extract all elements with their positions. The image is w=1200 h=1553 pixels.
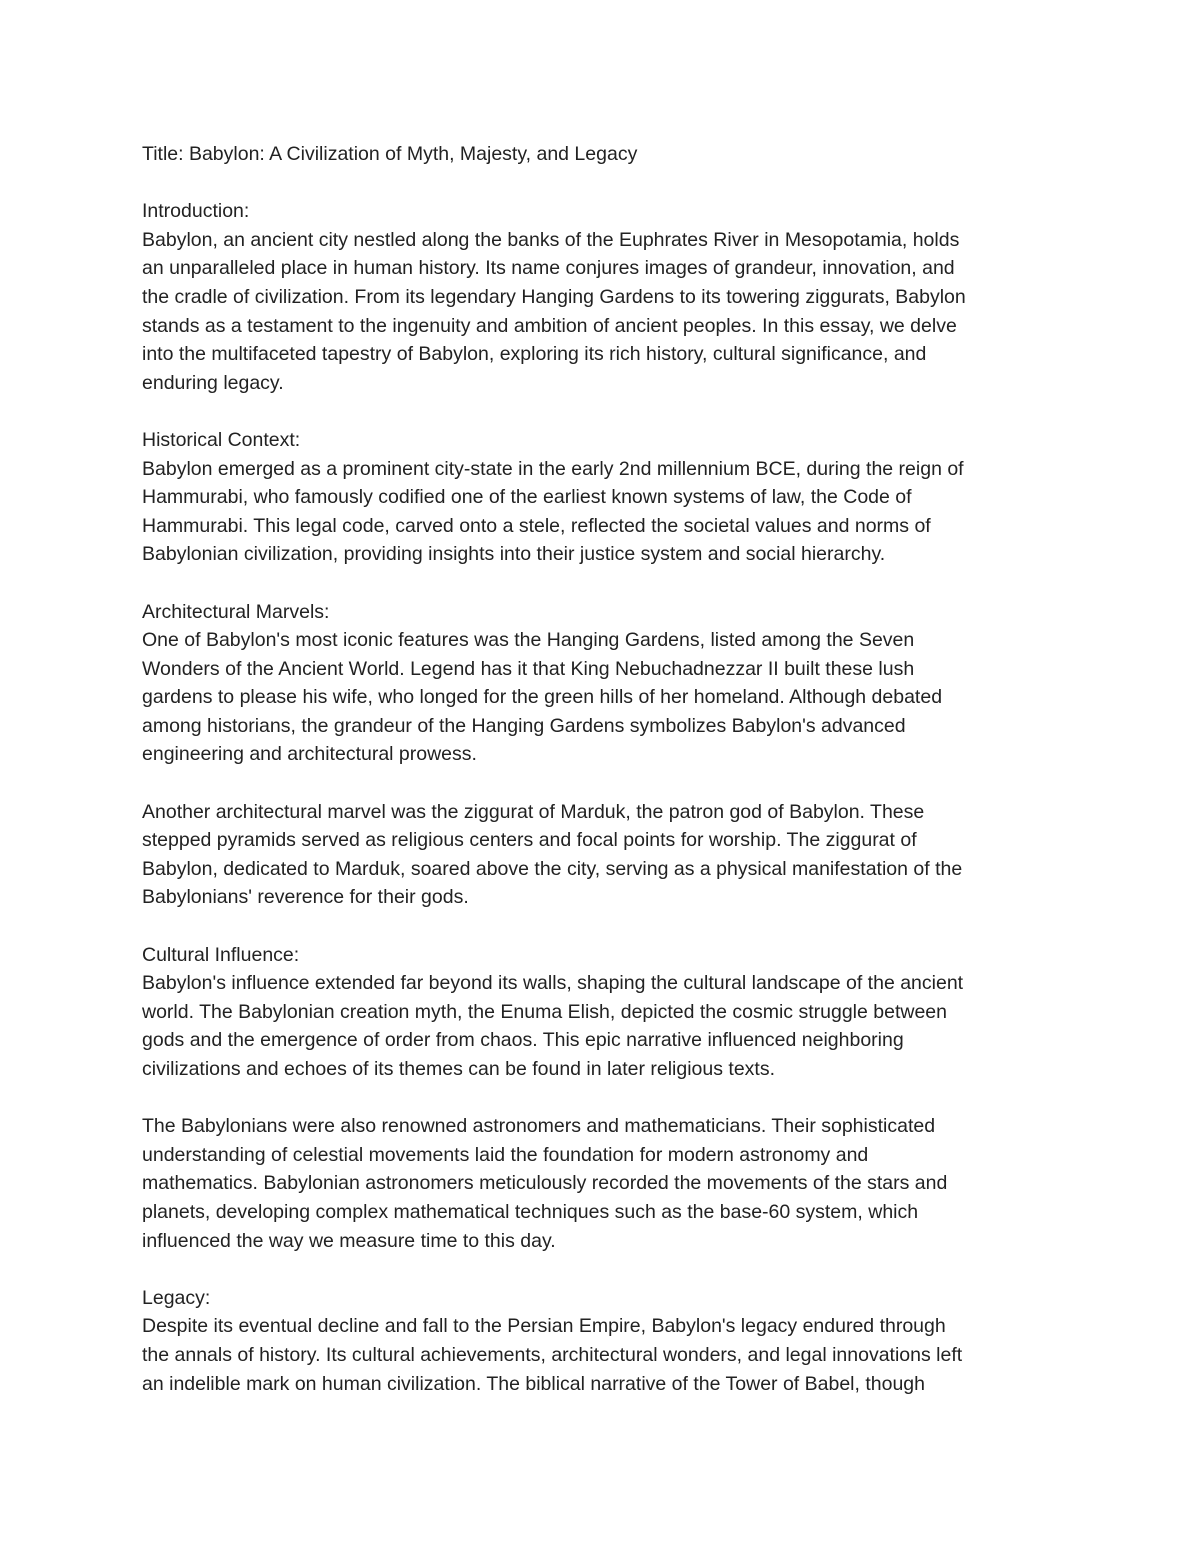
section-spacer xyxy=(142,569,1072,598)
body-text-line: into the multifaceted tapestry of Babylon, exploring its rich history, cultural significance, and xyxy=(142,343,927,366)
body-text-line: Wonders of the Ancient World. Legend has it that King Nebuchadnezzar II built these lush xyxy=(142,657,915,680)
section-spacer xyxy=(142,397,1072,426)
body-text-line: Babylonian civilization, providing insights into their justice system and social hierarchy. xyxy=(142,543,886,566)
section-heading: Cultural Influence: xyxy=(142,943,300,966)
body-text-line: understanding of celestial movements laid the foundation for modern astronomy and xyxy=(142,1143,869,1166)
body-text-line: Babylon emerged as a prominent city-state in the early 2nd millennium BCE, during the reign of xyxy=(142,457,964,480)
section-heading: Introduction: xyxy=(142,200,250,223)
paragraph-spacer xyxy=(142,1084,1072,1113)
body-text-line: The Babylonians were also renowned astronomers and mathematicians. Their sophisticated xyxy=(142,1115,936,1138)
section-spacer xyxy=(142,1255,1072,1284)
body-text-line: an unparalleled place in human history. Its name conjures images of grandeur, innovation, and xyxy=(142,257,955,280)
body-text-line: civilizations and echoes of its themes can be found in later religious texts. xyxy=(142,1058,776,1080)
body-text-line: an indelible mark on human civilization. The biblical narrative of the Tower of Babel, though xyxy=(142,1372,925,1395)
body-text-line: influenced the way we measure time to this day. xyxy=(142,1229,556,1252)
body-text-line: engineering and architectural prowess. xyxy=(142,743,477,766)
body-text-line: Hammurabi, who famously codified one of the earliest known systems of law, the Code of xyxy=(142,486,912,509)
body-text-line: mathematics. Babylonian astronomers meticulously recorded the movements of the stars and xyxy=(142,1172,948,1195)
body-text-line: gardens to please his wife, who longed for the green hills of her homeland. Although debated xyxy=(142,686,943,709)
section-spacer xyxy=(142,169,1072,198)
body-text-line: the cradle of civilization. From its legendary Hanging Gardens to its towering ziggurats, Babylon xyxy=(142,285,966,308)
section-heading: Historical Context: xyxy=(142,428,301,451)
body-text-line: Babylon's influence extended far beyond its walls, shaping the cultural landscape of the ancient xyxy=(142,972,964,995)
body-text-line: the annals of history. Its cultural achievements, architectural wonders, and legal innovations left xyxy=(142,1343,963,1366)
body-text-line: Hammurabi. This legal code, carved onto a stele, reflected the societal values and norms of xyxy=(142,514,931,537)
section-heading: Architectural Marvels: xyxy=(142,600,330,623)
body-text-line: world. The Babylonian creation myth, the Enuma Elish, depicted the cosmic struggle between xyxy=(142,1000,947,1023)
body-text-line: Despite its eventual decline and fall to the Persian Empire, Babylon's legacy endured through xyxy=(142,1315,946,1338)
body-text-line: stands as a testament to the ingenuity and ambition of ancient peoples. In this essay, we delve xyxy=(142,314,957,337)
body-text-line: stepped pyramids served as religious centers and focal points for worship. The ziggurat of xyxy=(142,829,917,852)
body-text-line: One of Babylon's most iconic features was the Hanging Gardens, listed among the Seven xyxy=(142,629,915,652)
body-text-line: gods and the emergence of order from chaos. This epic narrative influenced neighboring xyxy=(142,1029,904,1052)
body-text-line: Babylon, an ancient city nestled along the banks of the Euphrates River in Mesopotamia, holds xyxy=(142,228,960,251)
section-spacer xyxy=(142,912,1072,941)
section-heading: Legacy: xyxy=(142,1286,211,1309)
body-text-line: planets, developing complex mathematical techniques such as the base-60 system, which xyxy=(142,1200,919,1223)
document-body xyxy=(142,140,1072,1398)
body-text-line: among historians, the grandeur of the Hanging Gardens symbolizes Babylon's advanced xyxy=(142,714,906,737)
document-title: Title: Babylon: A Civilization of Myth, Majesty, and Legacy xyxy=(142,143,638,165)
body-text-line: enduring legacy. xyxy=(142,371,284,394)
body-text-line: Babylonians' reverence for their gods. xyxy=(142,886,469,909)
paragraph-spacer xyxy=(142,769,1072,798)
body-text-line: Babylon, dedicated to Marduk, soared above the city, serving as a physical manifestation of the xyxy=(142,857,963,880)
body-text-line: Another architectural marvel was the ziggurat of Marduk, the patron god of Babylon. These xyxy=(142,800,925,823)
